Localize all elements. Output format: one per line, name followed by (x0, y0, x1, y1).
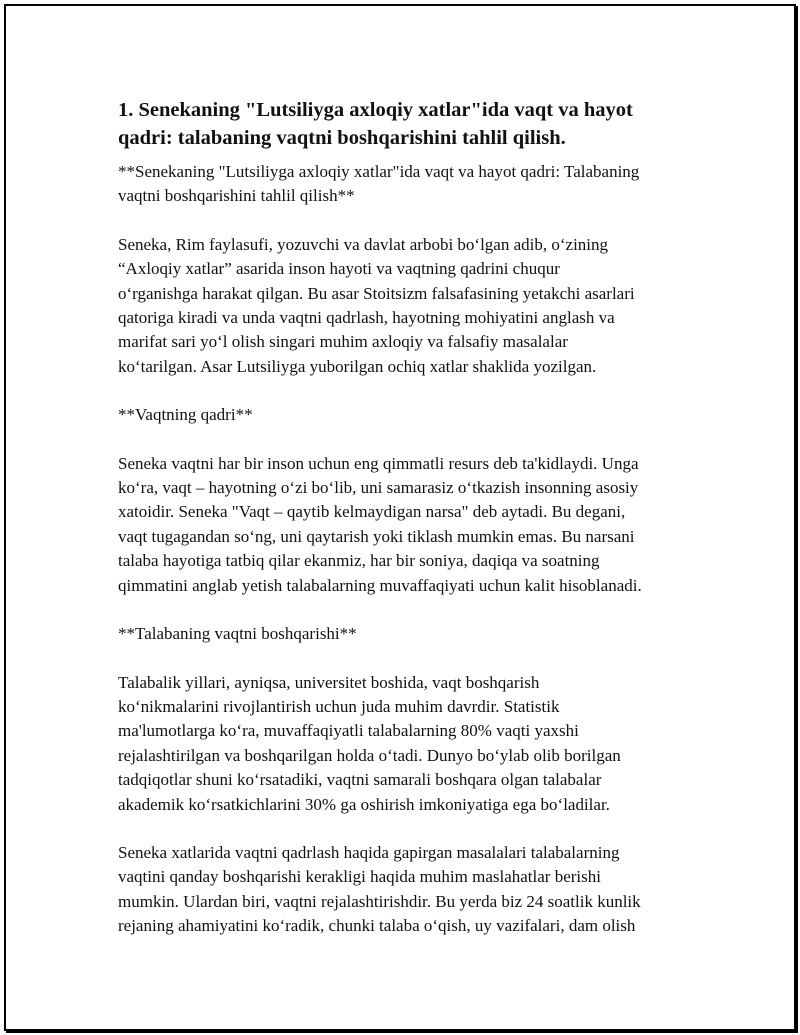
text-line: ko‘nikmalarini rivojlantirish uchun juda muhim davrdir. Statistik (118, 696, 560, 716)
paragraph-time-management (118, 671, 698, 817)
text-line: talaba hayotiga tatbiq qilar ekanmiz, har bir soniya, daqiqa va soatning (118, 551, 600, 571)
paragraph-subtitle (118, 160, 698, 209)
text-line: **Talabaning vaqtni boshqarishi** (118, 624, 357, 644)
paragraph-subheading-time-value (118, 403, 698, 427)
text-line: marifat sari yo‘l olish singari muhim axloqiy va falsafiy masalalar (118, 332, 568, 352)
text-line: ko‘ra, vaqt – hayotning o‘zi bo‘lib, uni samarasiz o‘tkazish insonning asosiy (118, 478, 639, 498)
paragraph-intro (118, 233, 698, 379)
text-line: **Vaqtning qadri** (118, 405, 253, 425)
text-line: vaqtini qanday boshqarishi kerakligi haqida muhim maslahatlar berishi (118, 867, 601, 887)
text-line: tadqiqotlar shuni ko‘rsatadiki, vaqtni samarali boshqara olgan talabalar (118, 770, 602, 790)
paragraph-subheading-time-management (118, 622, 698, 646)
text-line: Seneka, Rim faylasufi, yozuvchi va davlat arbobi bo‘lgan adib, o‘zining (118, 234, 609, 254)
text-line: Seneka vaqtni har bir inson uchun eng qimmatli resurs deb ta'kidlaydi. Unga (118, 453, 639, 473)
document-body (118, 96, 698, 963)
text-line: vaqt tugagandan so‘ng, uni qaytarish yoki tiklash mumkin emas. Bu narsani (118, 526, 635, 546)
paragraph-seneka-advice (118, 841, 698, 939)
text-line: **Senekaning "Lutsiliyga axloqiy xatlar"ida vaqt va hayot qadri: Talabaning (118, 162, 640, 181)
text-line: qimmatini anglab yetish talabalarning muvaffaqiyati uchun kalit hisoblanadi. (118, 575, 642, 595)
text-line: qatoriga kiradi va unda vaqtni qadrlash, hayotning mohiyatini anglash va (118, 308, 615, 328)
section-heading (118, 96, 698, 152)
text-line: o‘rganishga harakat qilgan. Bu asar Stoitsizm falsafasining yetakchi asarlari (118, 283, 635, 303)
paragraph-time-value (118, 452, 698, 598)
text-line: mumkin. Ulardan biri, vaqtni rejalashtirishdir. Bu yerda biz 24 soatlik kunlik (118, 891, 641, 911)
text-line: Talabalik yillari, ayniqsa, universitet boshida, vaqt boshqarish (118, 672, 540, 692)
heading-line: qadri: talabaning vaqtni boshqarishini tahlil qilish. (118, 127, 566, 149)
text-line: vaqtni boshqarishini tahlil qilish** (118, 186, 355, 206)
text-line: ma'lumotlarga ko‘ra, muvaffaqiyatli talabalarning 80% vaqti yaxshi (118, 721, 579, 741)
text-line: xatoidir. Seneka "Vaqt – qaytib kelmaydigan narsa" deb aytadi. Bu degani, (118, 502, 626, 522)
text-line: ko‘tarilgan. Asar Lutsiliyga yuborilgan ochiq xatlar shaklida yozilgan. (118, 356, 597, 376)
text-line: “Axloqiy xatlar” asarida inson hayoti va vaqtning qadrini chuqur (118, 259, 560, 279)
text-line: akademik ko‘rsatkichlarini 30% ga oshirish imkoniyatiga ega bo‘ladilar. (118, 794, 610, 814)
heading-line: 1. Senekaning "Lutsiliyga axloqiy xatlar"ida vaqt va hayot (118, 99, 633, 121)
text-line: Seneka xatlarida vaqtni qadrlash haqida gapirgan masalalari talabalarning (118, 842, 620, 862)
text-line: rejalashtirilgan va boshqarilgan holda o‘tadi. Dunyo bo‘ylab olib borilgan (118, 745, 621, 765)
document-page (4, 4, 796, 1031)
text-line: rejaning ahamiyatini ko‘radik, chunki talaba o‘qish, uy vazifalari, dam olish (118, 916, 636, 936)
